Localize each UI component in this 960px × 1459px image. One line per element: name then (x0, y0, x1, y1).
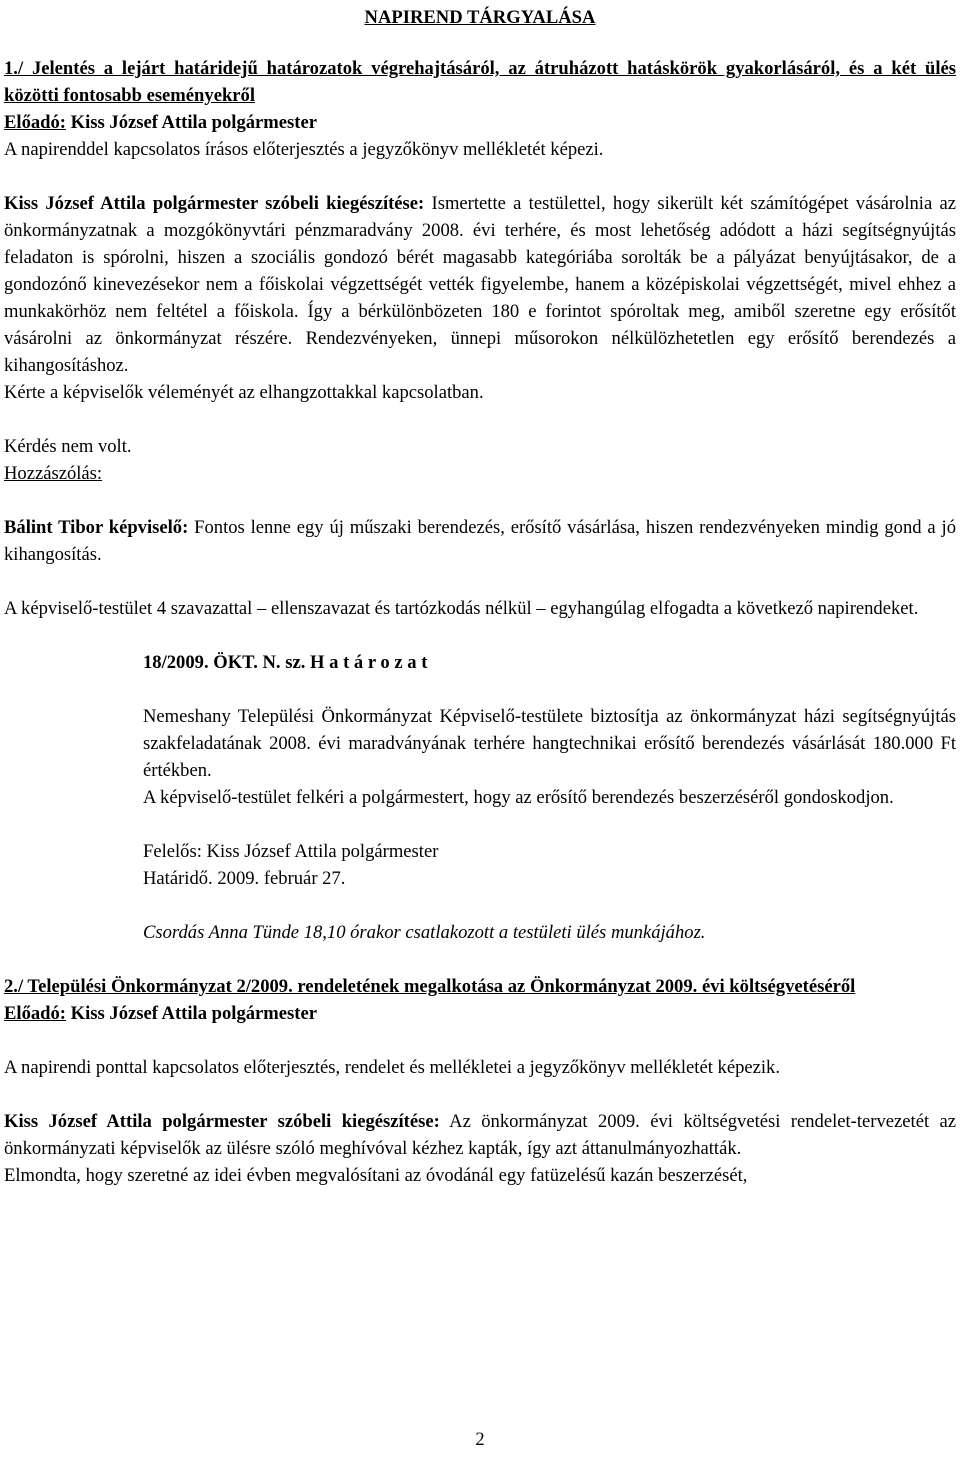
supplement-speaker: Kiss József Attila polgármester szóbeli kiegészítése: (4, 1111, 440, 1132)
page-number: 2 (475, 1429, 485, 1450)
presenter-label: Előadó: (4, 1003, 66, 1024)
page-heading: NAPIREND TÁRGYALÁSA (364, 7, 596, 28)
resolution-deadline: Határidő. 2009. február 27. (143, 868, 346, 889)
resolution-responsible: Felelős: Kiss József Attila polgármester (143, 841, 439, 862)
resolution-text-1: Nemeshany Települési Önkormányzat Képviselő-testülete biztosítja az önkormányzat házi segítségnyújtás szakfeladatának 2008. évi maradványának terhére hangtechnikai erősítő berendezés vásárlását 180.000 Ft értékben. (143, 706, 956, 781)
supplement-text: Ismertette a testülettel, hogy sikerült két számítógépet vásárolnia az önkormányzatnak a mozgókönyvtári pénzmaradvány 2008. évi terhére, és most lehetőség adódott a házi segítségnyújtás feladaton is spórolni, hiszen a szociális gondozó bérét magasabb kategóriába sorolták be a pályázat benyújtásakor, de a gondozónő kinevezésekor nem a főiskolai végzettségét vették figyelembe, hanem a középiskolai végzettségét, mivel ehhez a munkakörhöz nem feltétel a főiskola. Így a bérkülönbözeten 180 e forintot spóroltak meg, amiből szeretne egy erősítőt vásárolni az önkormányzat részére. Rendezvényeken, ünnepi műsorokon nélkülözhetetlen egy erősítő berendezés a kihangosításhoz. (4, 193, 956, 376)
resolution-word: H a t á r o z a t (310, 652, 428, 673)
vote-result: A képviselő-testület 4 szavazattal – ellenszavazat és tartózkodás nélkül – egyhangúlag elfogadta a következő napirendeket. (4, 598, 919, 619)
opinion-request: Kérte a képviselők véleményét az elhangzottakkal kapcsolatban. (4, 382, 484, 403)
attendance-note: Csordás Anna Tünde 18,10 órakor csatlakozott a testületi ülés munkájához. (143, 922, 706, 943)
supplement-speaker: Kiss József Attila polgármester szóbeli kiegészítése: (4, 193, 425, 214)
agenda-item-1-title: 1./ Jelentés a lejárt határidejű határozatok végrehajtásáról, az átruházott hatáskörök gyakorlásáról, és a két ülés közötti fontosabb eseményekről (4, 58, 956, 106)
agenda-item-1-supplement (4, 190, 956, 379)
agenda-item-2-title: 2./ Települési Önkormányzat 2/2009. rendeletének megalkotása az Önkormányzat 2009. évi költségvetéséről (4, 976, 856, 997)
document-page (4, 4, 956, 1189)
no-question: Kérdés nem volt. (4, 436, 132, 457)
agenda-item-2-presenter (4, 1000, 956, 1027)
agenda-item-1-presenter (4, 109, 956, 136)
comment-paragraph (4, 514, 956, 568)
comment-speaker: Bálint Tibor képviselő: (4, 517, 189, 538)
resolution-number: 18/2009. ÖKT. N. sz. (143, 652, 306, 673)
presenter-name: Kiss József Attila polgármester (66, 112, 317, 133)
presenter-name: Kiss József Attila polgármester (66, 1003, 317, 1024)
presenter-label: Előadó: (4, 112, 66, 133)
comment-heading: Hozzászólás: (4, 463, 103, 484)
resolution-header (143, 649, 956, 676)
agenda-item-2-supplement (4, 1108, 956, 1162)
supplement-text: Az önkormányzat 2009. évi költségvetési rendelet-tervezetét az önkormányzati képviselők az ülésre szóló meghívóval kézhez kapták, így azt áttanulmányozhatták. (4, 1111, 957, 1159)
resolution-text-2: A képviselő-testület felkéri a polgármestert, hogy az erősítő berendezés beszerzéséről gondoskodjon. (143, 787, 894, 808)
comment-text: Fontos lenne egy új műszaki berendezés, erősítő vásárlása, hiszen rendezvényeken mindig gond a jó kihangosítás. (4, 517, 956, 565)
agenda-item-2-intro: A napirendi ponttal kapcsolatos előterjesztés, rendelet és mellékletei a jegyzőkönyv mellékletét képezik. (4, 1057, 781, 1078)
agenda-item-1-intro: A napirenddel kapcsolatos írásos előterjesztés a jegyzőkönyv mellékletét képezi. (4, 139, 604, 160)
agenda-item-2-last-line: Elmondta, hogy szeretné az idei évben megvalósítani az óvodánál egy fatüzelésű kazán beszerzését, (4, 1165, 748, 1186)
